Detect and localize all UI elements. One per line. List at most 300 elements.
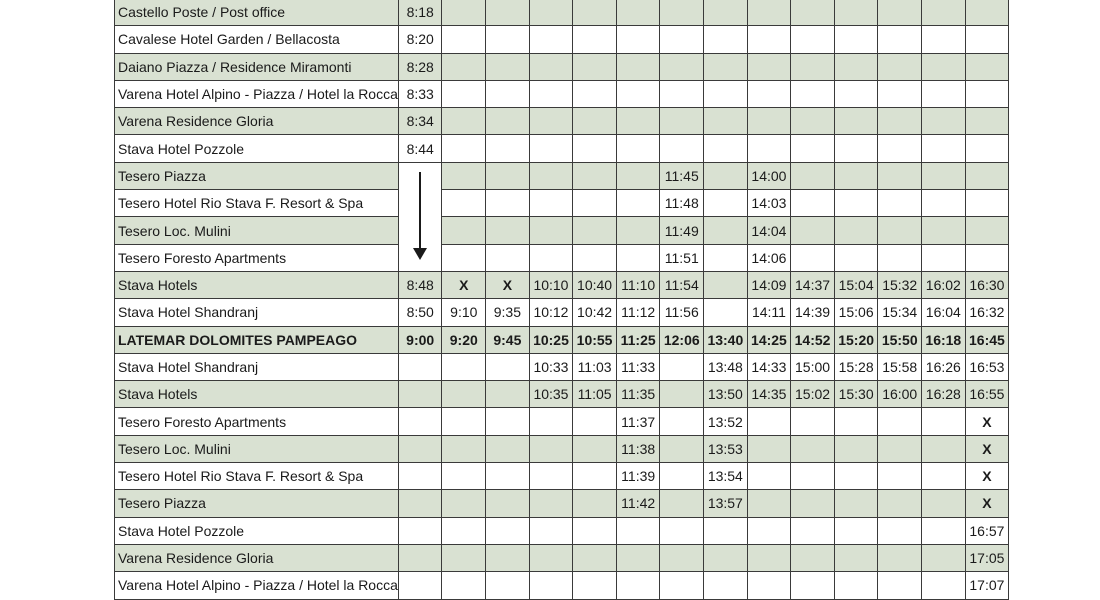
departure-time [660,26,704,53]
departure-time [398,381,442,408]
departure-time: 11:33 [616,353,660,380]
departure-time [878,53,922,80]
departure-time [616,135,660,162]
departure-time [791,517,835,544]
departure-time [616,26,660,53]
departure-time [486,80,530,107]
departure-time [616,572,660,599]
departure-time [442,162,486,189]
departure-time [791,544,835,571]
departure-time: 9:35 [486,299,530,326]
departure-time [529,0,573,26]
departure-time [922,217,966,244]
departure-time [529,572,573,599]
departure-time: X [965,490,1009,517]
departure-time [922,572,966,599]
departure-time: 15:34 [878,299,922,326]
departure-time [834,490,878,517]
departure-time [660,353,704,380]
departure-time [834,244,878,271]
departure-time [529,435,573,462]
departure-time [791,190,835,217]
stop-name: Stava Hotel Shandranj [115,299,399,326]
departure-time: 13:52 [704,408,748,435]
departure-time: 15:30 [834,381,878,408]
departure-time [878,26,922,53]
departure-time [878,544,922,571]
departure-time [616,108,660,135]
departure-time: 16:28 [922,381,966,408]
departure-time [442,190,486,217]
departure-time [747,463,791,490]
departure-time [878,490,922,517]
departure-time [529,217,573,244]
departure-time: 11:12 [616,299,660,326]
departure-time [791,53,835,80]
departure-time: 13:40 [704,326,748,353]
departure-time [704,190,748,217]
departure-time [486,353,530,380]
departure-time [398,517,442,544]
departure-time: 15:00 [791,353,835,380]
departure-time [704,26,748,53]
departure-time [616,0,660,26]
departure-time [573,26,617,53]
departure-time [573,190,617,217]
departure-time: 10:40 [573,271,617,298]
departure-time [922,135,966,162]
departure-time [486,572,530,599]
down-arrow-icon [410,170,430,262]
departure-time [573,53,617,80]
departure-time [834,80,878,107]
departure-time [486,408,530,435]
departure-time [878,572,922,599]
departure-time [398,490,442,517]
departure-time [834,162,878,189]
departure-time [442,435,486,462]
departure-time [529,26,573,53]
departure-time [486,53,530,80]
departure-time: 8:48 [398,271,442,298]
departure-time: 11:35 [616,381,660,408]
departure-time [791,217,835,244]
departure-time [922,490,966,517]
departure-time [529,463,573,490]
departure-time: 14:35 [747,381,791,408]
departure-time [573,572,617,599]
departure-time: 10:12 [529,299,573,326]
departure-time [834,544,878,571]
departure-time: 11:39 [616,463,660,490]
departure-time [442,80,486,107]
departure-time: X [486,271,530,298]
departure-time [878,108,922,135]
departure-time [660,408,704,435]
departure-time: 14:52 [791,326,835,353]
departure-time [834,463,878,490]
departure-time [486,544,530,571]
departure-time [878,435,922,462]
departure-time: 16:00 [878,381,922,408]
departure-time: 11:54 [660,271,704,298]
departure-time [922,108,966,135]
departure-time [834,135,878,162]
departure-time [529,244,573,271]
departure-time [529,80,573,107]
stop-name: Varena Hotel Alpino - Piazza / Hotel la Rocca [115,80,399,107]
departure-time [747,0,791,26]
departure-time [486,26,530,53]
timetable-row [115,326,1009,353]
departure-time [442,244,486,271]
departure-time [922,435,966,462]
departure-time [398,572,442,599]
departure-time: 11:25 [616,326,660,353]
departure-time: 14:09 [747,271,791,298]
departure-time [442,544,486,571]
departure-time [573,217,617,244]
departure-time: X [965,435,1009,462]
timetable-row [115,572,1009,599]
departure-time [616,217,660,244]
departure-time: 8:20 [398,26,442,53]
departure-time: 14:06 [747,244,791,271]
departure-time [442,381,486,408]
stop-name: Stava Hotel Pozzole [115,135,399,162]
departure-time [573,80,617,107]
departure-time: 14:25 [747,326,791,353]
departure-time [704,135,748,162]
departure-time [747,26,791,53]
departure-time [834,0,878,26]
departure-time [704,53,748,80]
departure-time [616,517,660,544]
departure-time [704,244,748,271]
departure-time: 10:55 [573,326,617,353]
departure-time: 16:30 [965,271,1009,298]
departure-time: 13:57 [704,490,748,517]
departure-time: 9:10 [442,299,486,326]
departure-time [486,463,530,490]
departure-time [660,544,704,571]
departure-time [442,26,486,53]
departure-time: 12:06 [660,326,704,353]
departure-time: 10:35 [529,381,573,408]
departure-time: 8:28 [398,53,442,80]
departure-time [834,108,878,135]
departure-time: 11:51 [660,244,704,271]
timetable-row [115,162,1009,189]
departure-time [747,108,791,135]
departure-time [398,435,442,462]
departure-time [486,490,530,517]
departure-time [965,53,1009,80]
departure-time [878,135,922,162]
departure-time: 10:42 [573,299,617,326]
stop-name: Stava Hotel Pozzole [115,517,399,544]
departure-time [791,244,835,271]
departure-time [834,53,878,80]
departure-time: 8:50 [398,299,442,326]
timetable-row [115,135,1009,162]
departure-time [791,463,835,490]
departure-time [922,162,966,189]
timetable-row [115,244,1009,271]
departure-time [398,353,442,380]
departure-time [704,572,748,599]
departure-time [529,490,573,517]
departure-time [442,353,486,380]
departure-time: 15:02 [791,381,835,408]
departure-time [616,544,660,571]
departure-time [616,53,660,80]
departure-time: 14:39 [791,299,835,326]
departure-time: 10:10 [529,271,573,298]
departure-time [660,435,704,462]
departure-time [922,463,966,490]
departure-time [965,244,1009,271]
departure-time: 15:06 [834,299,878,326]
departure-time [529,108,573,135]
departure-time: 8:34 [398,108,442,135]
departure-time [704,0,748,26]
departure-time: 11:37 [616,408,660,435]
departure-time [791,135,835,162]
departure-time [878,463,922,490]
departure-time: 11:45 [660,162,704,189]
departure-time: 16:02 [922,271,966,298]
departure-time [704,217,748,244]
stop-name: Daiano Piazza / Residence Miramonti [115,53,399,80]
timetable-row [115,544,1009,571]
departure-time: 14:00 [747,162,791,189]
departure-time [965,217,1009,244]
stop-name: Tesero Loc. Mulini [115,217,399,244]
departure-time: 11:49 [660,217,704,244]
departure-time [660,53,704,80]
departure-time [965,162,1009,189]
departure-time [573,108,617,135]
timetable-row [115,80,1009,107]
departure-time: 8:18 [398,0,442,26]
departure-time [747,544,791,571]
departure-time: 10:25 [529,326,573,353]
departure-time [791,80,835,107]
departure-time [747,53,791,80]
departure-time [747,517,791,544]
departure-time: X [965,408,1009,435]
departure-time [486,108,530,135]
departure-time [791,490,835,517]
departure-time [660,80,704,107]
departure-time: 15:50 [878,326,922,353]
departure-time [660,463,704,490]
departure-time [922,244,966,271]
departure-time [922,408,966,435]
departure-time: 14:37 [791,271,835,298]
continuation-arrow [398,162,442,271]
departure-time [486,244,530,271]
timetable [114,0,1009,600]
departure-time [573,135,617,162]
departure-time [529,190,573,217]
departure-time: 17:05 [965,544,1009,571]
departure-time [442,53,486,80]
departure-time: 11:48 [660,190,704,217]
departure-time [616,244,660,271]
departure-time [660,572,704,599]
departure-time [878,80,922,107]
departure-time [965,26,1009,53]
departure-time [791,26,835,53]
departure-time: 9:00 [398,326,442,353]
departure-time [922,0,966,26]
departure-time [791,162,835,189]
departure-time [965,135,1009,162]
departure-time [398,408,442,435]
departure-time [529,408,573,435]
departure-time: 14:04 [747,217,791,244]
departure-time [747,408,791,435]
departure-time [616,80,660,107]
departure-time [398,544,442,571]
departure-time: 16:26 [922,353,966,380]
departure-time [922,190,966,217]
departure-time [834,408,878,435]
departure-time: 11:03 [573,353,617,380]
departure-time [616,162,660,189]
departure-time: 8:44 [398,135,442,162]
departure-time: 16:18 [922,326,966,353]
timetable-row [115,53,1009,80]
departure-time [878,0,922,26]
departure-time [442,0,486,26]
departure-time [529,162,573,189]
departure-time [486,381,530,408]
departure-time: 15:28 [834,353,878,380]
departure-time [704,162,748,189]
departure-time [834,572,878,599]
departure-time [791,0,835,26]
departure-time: 13:54 [704,463,748,490]
departure-time [486,162,530,189]
timetable-row [115,26,1009,53]
departure-time [922,53,966,80]
departure-time [704,299,748,326]
stop-name: Cavalese Hotel Garden / Bellacosta [115,26,399,53]
timetable-row [115,0,1009,26]
departure-time [486,217,530,244]
departure-time [573,435,617,462]
departure-time [834,190,878,217]
departure-time: 16:32 [965,299,1009,326]
departure-time [834,517,878,544]
stop-name: Varena Hotel Alpino - Piazza / Hotel la Rocca [115,572,399,599]
stop-name: Castello Poste / Post office [115,0,399,26]
departure-time [573,408,617,435]
timetable-body [115,0,1009,599]
departure-time [486,435,530,462]
departure-time [965,0,1009,26]
departure-time: 11:10 [616,271,660,298]
timetable-row [115,463,1009,490]
departure-time: 11:38 [616,435,660,462]
departure-time [442,108,486,135]
departure-time [573,517,617,544]
departure-time [398,463,442,490]
departure-time: 17:07 [965,572,1009,599]
departure-time: 10:33 [529,353,573,380]
departure-time [747,80,791,107]
departure-time [660,381,704,408]
departure-time [442,135,486,162]
departure-time [442,517,486,544]
stop-name: Tesero Hotel Rio Stava F. Resort & Spa [115,463,399,490]
departure-time: 15:20 [834,326,878,353]
timetable-row [115,517,1009,544]
departure-time [442,490,486,517]
timetable-row [115,271,1009,298]
stop-name: Tesero Hotel Rio Stava F. Resort & Spa [115,190,399,217]
departure-time [486,190,530,217]
departure-time [704,108,748,135]
departure-time [747,490,791,517]
departure-time [747,435,791,462]
stop-name: Varena Residence Gloria [115,108,399,135]
departure-time [529,135,573,162]
departure-time [922,544,966,571]
departure-time [878,244,922,271]
departure-time: X [442,271,486,298]
stop-name: Stava Hotels [115,381,399,408]
departure-time [486,0,530,26]
departure-time: 14:33 [747,353,791,380]
timetable-row [115,353,1009,380]
departure-time [529,53,573,80]
departure-time [660,490,704,517]
departure-time: 16:53 [965,353,1009,380]
departure-time [442,463,486,490]
timetable-row [115,217,1009,244]
departure-time [834,26,878,53]
stop-name: Tesero Piazza [115,162,399,189]
timetable-row [115,108,1009,135]
departure-time [922,26,966,53]
departure-time [660,108,704,135]
departure-time [486,135,530,162]
timetable-row [115,299,1009,326]
departure-time: 8:33 [398,80,442,107]
stop-name: LATEMAR DOLOMITES PAMPEAGO [115,326,399,353]
timetable-row [115,490,1009,517]
departure-time [529,544,573,571]
departure-time [791,572,835,599]
departure-time [922,517,966,544]
departure-time [704,544,748,571]
departure-time [616,190,660,217]
departure-time [747,572,791,599]
departure-time [660,0,704,26]
departure-time: 15:58 [878,353,922,380]
departure-time: 15:32 [878,271,922,298]
departure-time: X [965,463,1009,490]
departure-time [878,162,922,189]
stop-name: Stava Hotel Shandranj [115,353,399,380]
departure-time [878,408,922,435]
stop-name: Tesero Foresto Apartments [115,244,399,271]
timetable-row [115,435,1009,462]
